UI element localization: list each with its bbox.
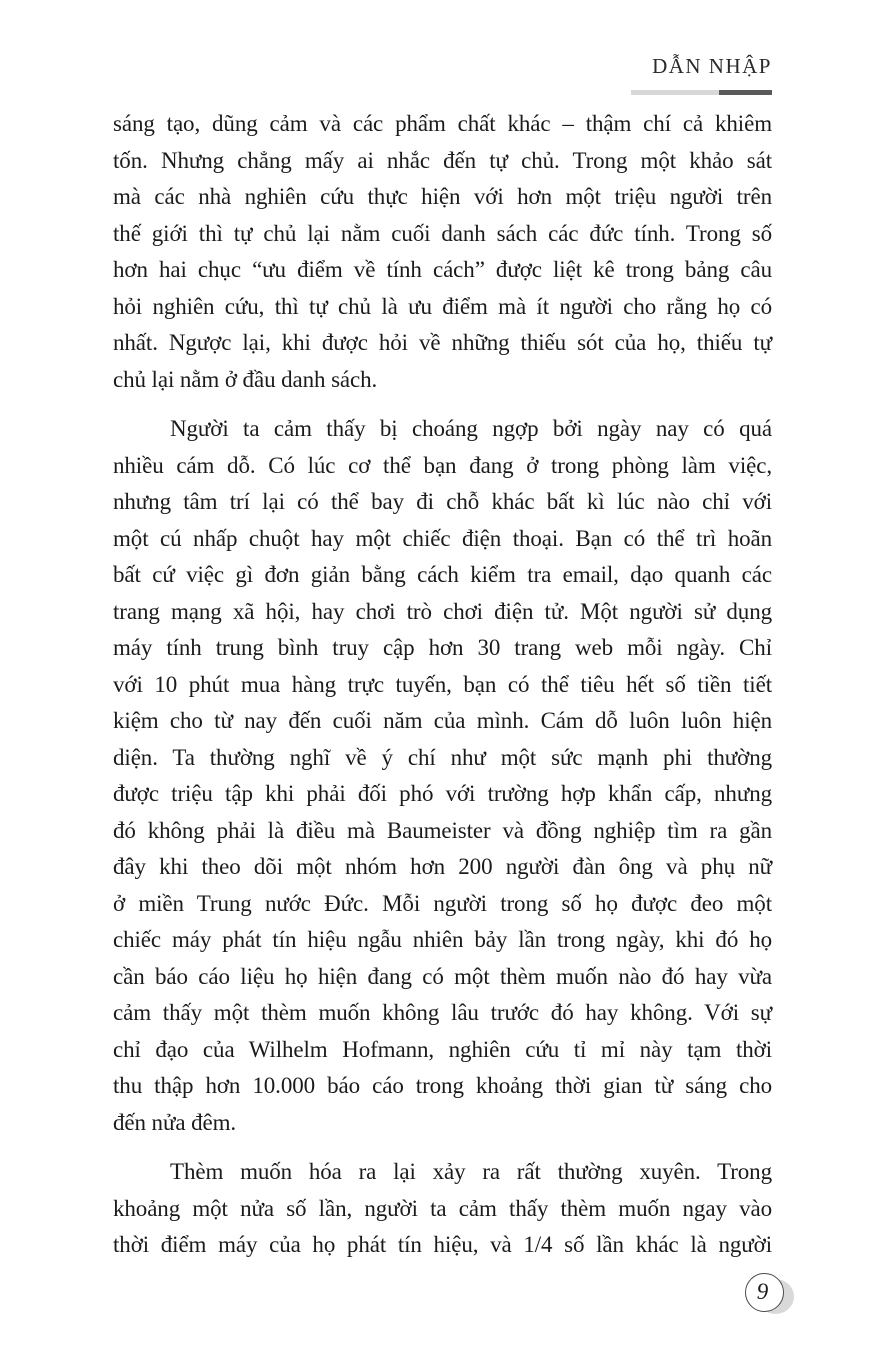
text-line: được triệu tập khi phải đối phó với trường hợp khẩn cấp, nhưng [113,781,772,806]
text-line: chủ lại nằm ở đầu danh sách. [113,366,378,392]
text-line: nhiều cám dỗ. Có lúc cơ thể bạn đang ở trong phòng làm việc, [113,452,772,478]
text-line: cảm thấy một thèm muốn không lâu trước đó hay không. Với sự [113,1000,772,1025]
header-rule-dark-segment [719,90,772,95]
text-line: tốn. Nhưng chẳng mấy ai nhắc đến tự chủ. Trong một khảo sát [113,147,772,173]
text-line: cần báo cáo liệu họ hiện đang có một thèm muốn nào đó hay vừa [113,963,772,989]
text-line: Người ta cảm thấy bị choáng ngợp bởi ngày nay có quá [170,416,772,441]
paragraph [113,106,772,398]
header-rule [631,90,772,95]
text-line: chỉ đạo của Wilhelm Hofmann, nghiên cứu tỉ mỉ này tạm thời [113,1036,772,1062]
body-text [113,106,772,1264]
text-line: trang mạng xã hội, hay chơi trò chơi điện tử. Một người sử dụng [113,598,772,624]
text-line: một cú nhấp chuột hay một chiếc điện thoại. Bạn có thể trì hoãn [113,525,772,551]
text-line: máy tính trung bình truy cập hơn 30 trang web mỗi ngày. Chỉ [113,635,772,660]
text-line: đó không phải là điều mà Baumeister và đồng nghiệp tìm ra gần [113,817,772,843]
text-line: thế giới thì tự chủ lại nằm cuối danh sách các đức tính. Trong số [113,220,772,246]
chapter-header: DẪN NHẬP [652,54,772,78]
text-line: hỏi nghiên cứu, thì tự chủ là ưu điểm mà ít người cho rằng họ có [113,293,772,319]
text-line: nhưng tâm trí lại có thể bay đi chỗ khác bất kì lúc nào chỉ với [113,489,772,514]
text-line: hơn hai chục “ưu điểm về tính cách” được liệt kê trong bảng câu [113,257,772,282]
text-line: thời điểm máy của họ phát tín hiệu, và 1/4 số lần khác là người [113,1232,772,1257]
text-line: đến nửa đêm. [113,1109,237,1135]
text-line: nhất. Ngược lại, khi được hỏi về những thiếu sót của họ, thiếu tự [113,330,772,355]
text-line: đây khi theo dõi một nhóm hơn 200 người đàn ông và phụ nữ [113,854,772,879]
text-line: thu thập hơn 10.000 báo cáo trong khoảng thời gian từ sáng cho [113,1073,772,1098]
text-line: với 10 phút mua hàng trực tuyến, bạn có thể tiêu hết số tiền tiết [113,671,772,697]
text-line: chiếc máy phát tín hiệu ngẫu nhiên bảy lần trong ngày, khi đó họ [113,927,772,952]
text-line: diện. Ta thường nghĩ về ý chí như một sức mạnh phi thường [113,744,772,770]
text-line: bất cứ việc gì đơn giản bằng cách kiểm tra email, dạo quanh các [113,562,772,587]
text-line: ở miền Trung nước Đức. Mỗi người trong số họ được đeo một [113,890,772,916]
paragraph [113,1154,772,1264]
text-line: sáng tạo, dũng cảm và các phẩm chất khác – thậm chí cả khiêm [113,111,772,136]
text-line: khoảng một nửa số lần, người ta cảm thấy thèm muốn ngay vào [113,1195,772,1221]
page-number-badge [745,1273,784,1312]
text-line: Thèm muốn hóa ra lại xảy ra rất thường xuyên. Trong [170,1159,772,1184]
page-number: 9 [756,1278,769,1304]
text-line: kiệm cho từ nay đến cuối năm của mình. Cám dỗ luôn luôn hiện [113,708,772,733]
text-line: mà các nhà nghiên cứu thực hiện với hơn một triệu người trên [113,184,772,209]
paragraph [113,411,772,1141]
header-rule-light-segment [631,90,719,95]
